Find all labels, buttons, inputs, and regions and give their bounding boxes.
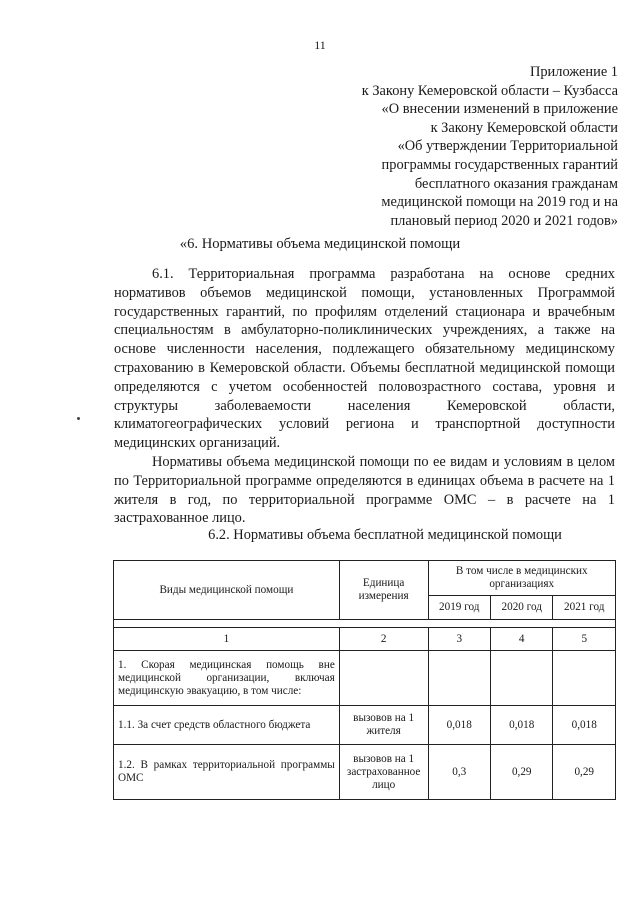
table-row [114, 745, 616, 800]
appendix-line: медицинской помощи на 2019 год и на [381, 194, 618, 211]
norms-table [113, 560, 616, 800]
appendix-line: к Закону Кемеровской области [430, 119, 618, 136]
scan-dot-mark [77, 417, 80, 420]
row-name: 1.2. В рамках территориальной программы ОМС [114, 745, 340, 800]
table-header-row [114, 561, 616, 596]
row-value: 0,3 [428, 745, 490, 800]
row-value [553, 651, 616, 706]
col-number: 2 [339, 628, 428, 651]
row-value: 0,018 [553, 706, 616, 745]
col-number: 1 [114, 628, 340, 651]
table-column-numbers-row [114, 628, 616, 651]
row-name: 1. Скорая медицинская помощь вне медицинской организации, включая медицинскую эвакуацию, в том числе: [114, 651, 340, 706]
header-types: Виды медицинской помощи [114, 561, 340, 620]
table-row [114, 706, 616, 745]
subsection-title: 6.2. Нормативы объема бесплатной медицинской помощи [208, 527, 562, 543]
header-year: 2019 год [428, 596, 490, 620]
header-group: В том числе в медицинских организациях [428, 561, 616, 596]
paragraph: Нормативы объема медицинской помощи по ее видам и условиям в целом по Территориальной программе определяются в единицах объема в расчете на 1 жителя в год, по территориальной программе ОМС – в расчете на 1 застрахованное лицо. [114, 453, 615, 527]
table-row [114, 651, 616, 706]
appendix-line: Приложение 1 [529, 64, 618, 80]
col-number: 3 [428, 628, 490, 651]
appendix-header [288, 63, 618, 230]
appendix-line: к Закону Кемеровской области – Кузбасса [361, 82, 618, 99]
appendix-line: плановый период 2020 и 2021 годов» [390, 212, 618, 229]
page-number: 11 [314, 38, 326, 52]
row-value [428, 651, 490, 706]
appendix-line: «Об утверждении Территориальной [397, 138, 618, 155]
row-value: 0,29 [490, 745, 552, 800]
section-title: «6. Нормативы объема медицинской помощи [179, 236, 461, 252]
col-number: 5 [553, 628, 616, 651]
row-value [490, 651, 552, 706]
table-gap-row [114, 620, 616, 628]
row-unit: вызовов на 1 жителя [339, 706, 428, 745]
row-value: 0,018 [490, 706, 552, 745]
table-gap [114, 620, 616, 628]
col-number: 4 [490, 628, 552, 651]
appendix-line: программы государственных гарантий [381, 156, 618, 173]
appendix-line: «О внесении изменений в приложение [381, 101, 618, 118]
header-year: 2021 год [553, 596, 616, 620]
row-value: 0,018 [428, 706, 490, 745]
appendix-line: бесплатного оказания гражданам [414, 175, 618, 192]
row-unit: вызовов на 1 застрахованное лицо [339, 745, 428, 800]
row-value: 0,29 [553, 745, 616, 800]
row-unit [339, 651, 428, 706]
row-name: 1.1. За счет средств областного бюджета [114, 706, 340, 745]
paragraph: 6.1. Территориальная программа разработана на основе средних нормативов объемов медицинской помощи, установленных Программой государственных гарантий, по профилям отделений стационара и врачебным специальностям в амбулаторно-поликлинических учреждениях, а также на основе численности населения, подлежащего обязательному медицинскому страхованию в Кемеровской области. Объемы бесплатной медицинской помощи определяются с учетом особенностей половозрастного состава, уровня и структуры заболеваемости населения Кемеровской области, климатогеографических условий региона и транспортной доступности медицинских организаций. [114, 266, 615, 452]
header-unit: Единица измерения [339, 561, 428, 620]
body-text [114, 265, 615, 528]
header-year: 2020 год [490, 596, 552, 620]
